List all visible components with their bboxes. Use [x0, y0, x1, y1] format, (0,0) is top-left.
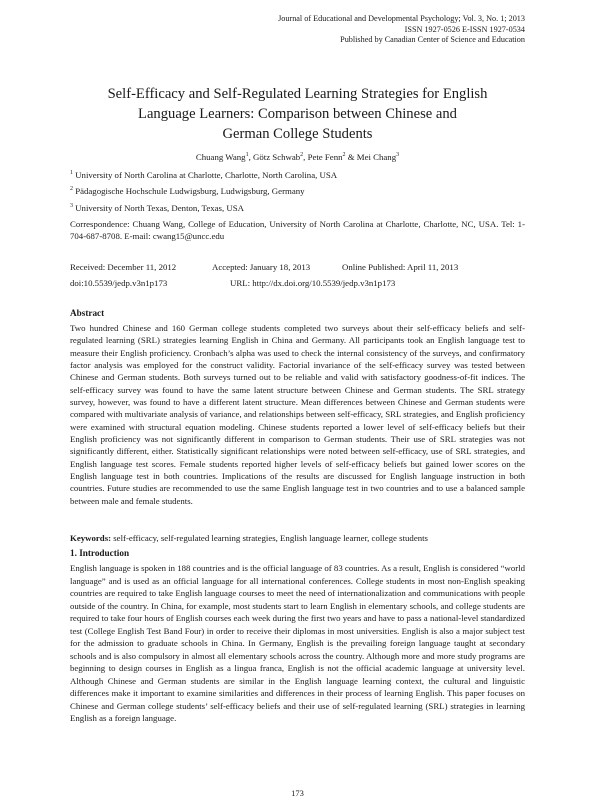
affiliation-mark: 1 — [70, 170, 73, 176]
title-line: Language Learners: Comparison between Chinese and — [138, 106, 457, 122]
affiliation-text: University of North Carolina at Charlotte, Charlotte, North Carolina, USA — [75, 169, 338, 180]
title-line: Self-Efficacy and Self-Regulated Learning Strategies for English — [107, 86, 488, 102]
article-url[interactable]: URL: http://dx.doi.org/10.5539/jedp.v3n1p173 — [230, 278, 396, 288]
journal-header — [278, 14, 525, 46]
author-list: Chuang Wang$^1$, Götz Schwab$^2$, Pete Fenn$^2$ & Mei Chang$^3$ — [195, 152, 400, 162]
doi[interactable]: doi:10.5539/jedp.v3n1p173 — [70, 278, 168, 288]
correspondence: Correspondence: Chuang Wang, College of Education, University of North Carolina at Charlotte, Charlotte, NC, USA. Tel: 1-704-687-8708. E-mail: cwang15@uncc.edu — [70, 219, 525, 241]
title-line: German College Students — [222, 126, 373, 142]
keywords-text: self-efficacy, self-regulated learning strategies, English language learner, college students — [111, 533, 428, 543]
author-name: Mei Chang — [356, 152, 397, 162]
author-name: Götz Schwab — [253, 152, 301, 162]
affiliation-mark: 2 — [70, 186, 73, 192]
author-name: Chuang Wang — [195, 152, 246, 162]
keywords-label: Keywords: — [70, 533, 112, 543]
received-date: Received: December 11, 2012 — [70, 262, 177, 272]
abstract-heading: Abstract — [70, 308, 105, 318]
accepted-date: Accepted: January 18, 2013 — [212, 262, 311, 272]
journal-issn: ISSN 1927-0526 E-ISSN 1927-0534 — [404, 24, 525, 34]
affiliation-text: Pädagogische Hochschule Ludwigsburg, Ludwigsburg, Germany — [75, 185, 305, 196]
author-affil-mark: 3 — [396, 152, 400, 159]
affiliation-3 — [70, 201, 525, 214]
journal-publisher: Published by Canadian Center of Science and Education — [340, 35, 525, 44]
published-date: Online Published: April 11, 2013 — [342, 262, 459, 272]
journal-citation: Journal of Educational and Developmental Psychology; Vol. 3, No. 1; 2013 — [278, 14, 525, 23]
author-affil-mark: 1 — [245, 152, 249, 159]
author-name: Pete Fenn — [307, 152, 343, 162]
affiliation-text: University of North Texas, Denton, Texas, USA — [75, 202, 244, 213]
abstract-text: Two hundred Chinese and 160 German college students completed two surveys about their self-efficacy beliefs and self-regulated learning (SRL) strategies learning English in China and Germany. All participants took an English language test to measure their English proficiency. Cronbach’s alpha was used to check the internal consistency of the surveys, and confirmatory factor analysis was employed for the construct validity. Factorial invariance of the self-efficacy survey was tested between Chinese and German students. Both surveys turned out to be reliable and valid with satisfactory goodness-of-fit indices. The self-efficacy survey was found to have the same latent structure between Chinese and German students. The SRL strategy survey, however, was found to have a different latent structure. Mean differences between Chinese and German students were compared with multivariate analysis of variance, and relationships between self-efficacy, SRL strategies, and English proficiency were examined with structural equation modeling. Chinese students reported a lower level of self-efficacy beliefs but their English proficiency was not significantly different in comparison to German students. Their use of SRL strategies was not significantly different, either. Statistically significant relationships were noted between self-efficacy, use of SRL strategies, and English language test scores. Female students reported higher levels of self-efficacy beliefs but gained lower scores on the English language test in both countries. Implications of the results are discussed for English language instruction in both countries. Future studies are recommended to use the same English language test in two countries and to use a balanced sample between male and female students. — [70, 323, 525, 506]
paper-title — [70, 84, 525, 144]
introduction-text: English language is spoken in 188 countries and is the official language of 83 countries. As a result, English is considered “world language” and is used as an official language for all international conferences. College students in most non-English speaking countries are required to take English language courses to meet the need of internationalization and communications with people outside of the country. In China, for example, most students start to learn English in elementary schools, and college students are required to take four hours of English courses each week during the first two years and have to pass a national-level standardized test (College English Test Band Four) in order to receive their diplomas in most universities. English is also a major subject test for the admission to graduate schools in China. In Germany, English is the prevailing foreign language taught at secondary schools and is also compulsory in almost all elementary schools across the country. Although more and more study programs are beginning to design courses in English as a lingua franca, English is not the official academic language at university level. Although Chinese and German students are similar in the English language learning context, the cultural and linguistic differences make it important to examine similarities and differences in their process of learning English. This paper focuses on Chinese and German college students’ self-efficacy beliefs and their use of self-regulated learning (SRL) strategies in learning English as a foreign language. — [70, 563, 525, 723]
introduction-heading: 1. Introduction — [70, 548, 130, 558]
author-affil-mark: 2 — [342, 152, 346, 159]
affiliation-1 — [70, 168, 525, 181]
page-number: 173 — [291, 788, 304, 798]
affiliation-2 — [70, 184, 525, 197]
keywords — [70, 532, 525, 544]
author-affil-mark: 2 — [300, 152, 304, 159]
affiliation-mark: 3 — [70, 203, 73, 209]
